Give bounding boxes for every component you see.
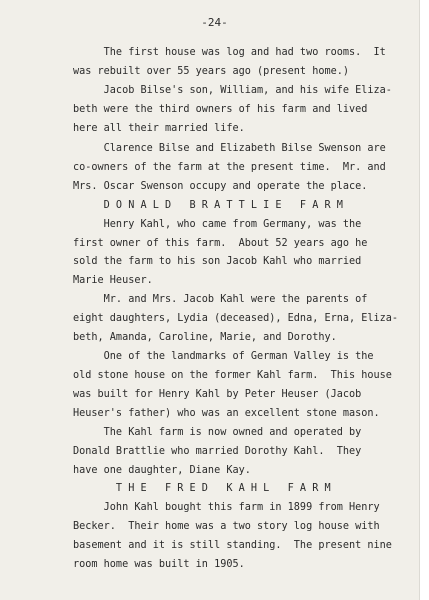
section-heading-donald-brattlie-farm: D O N A L D B R A T T L I E F A R M [73,200,343,211]
text-line: Becker. Their home was a two story log house with [73,521,380,532]
text-line: eight daughters, Lydia (deceased), Edna, Erna, Eliza- [73,313,399,324]
text-line: old stone house on the former Kahl farm. This house [73,370,392,381]
text-line: The Kahl farm is now owned and operated by [73,427,362,438]
text-line: Marie Heuser. [73,275,153,286]
text-line: here all their married life. [73,123,245,134]
text-line: Henry Kahl, who came from Germany, was the [73,219,362,230]
text-line: John Kahl bought this farm in 1899 from Henry [73,502,380,513]
page-edge [419,0,429,600]
page-number: -24- [201,16,228,29]
text-line: Clarence Bilse and Elizabeth Bilse Swenson are [73,143,386,154]
text-line: room home was built in 1905. [73,559,245,570]
text-line: co-owners of the farm at the present time. Mr. and [73,162,386,173]
text-line: beth, Amanda, Caroline, Marie, and Dorothy. [73,332,337,343]
text-line: Donald Brattlie who married Dorothy Kahl. They [73,446,362,457]
text-line: first owner of this farm. About 52 years ago he [73,238,368,249]
text-line: Jacob Bilse's son, William, and his wife Eliza- [73,85,392,96]
text-line: sold the farm to his son Jacob Kahl who married [73,256,362,267]
text-line: Mr. and Mrs. Jacob Kahl were the parents of [73,294,368,305]
text-line: Heuser's father) who was an excellent stone mason. [73,408,380,419]
text-line: Mrs. Oscar Swenson occupy and operate the place. [73,181,368,192]
text-line: basement and it is still standing. The present nine [73,540,392,551]
text-line: One of the landmarks of German Valley is the [73,351,374,362]
text-line: beth were the third owners of his farm and lived [73,104,368,115]
text-line: have one daughter, Diane Kay. [73,465,251,476]
text-line: was built for Henry Kahl by Peter Heuser (Jacob [73,389,362,400]
section-heading-fred-kahl-farm: T H E F R E D K A H L F A R M [73,483,331,494]
text-line: The first house was log and had two rooms. It [73,47,386,58]
text-line: was rebuilt over 55 years ago (present home.) [73,66,350,77]
